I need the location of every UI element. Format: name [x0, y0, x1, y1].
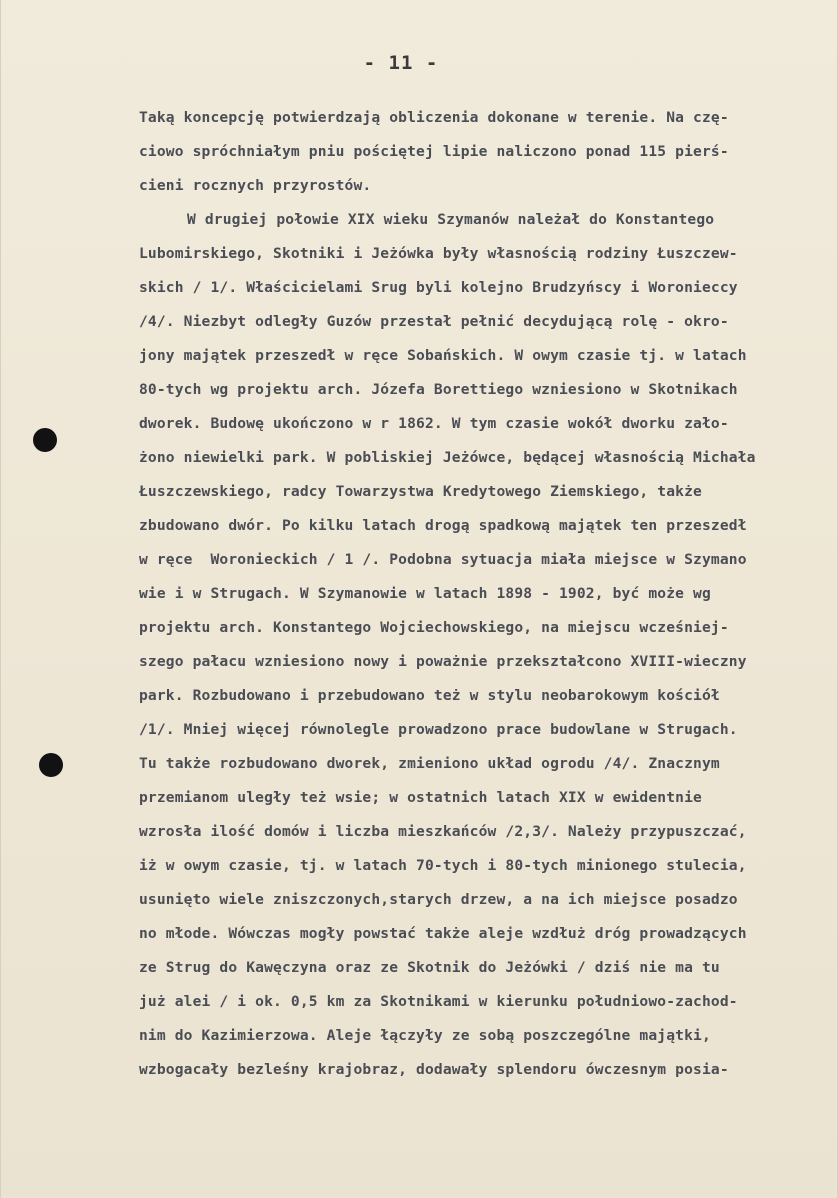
text-line: iż w owym czasie, tj. w latach 70-tych i 80-tych minionego stulecia,	[139, 857, 747, 874]
text-line: wie i w Strugach. W Szymanowie w latach 1898 - 1902, być może wg	[139, 585, 711, 602]
text-line: wzbogacały bezleśny krajobraz, dodawały splendoru ówczesnym posia-	[139, 1061, 729, 1078]
punch-hole-upper	[33, 428, 57, 452]
text-line: wzrosła ilość domów i liczba mieszkańców /2,3/. Należy przypuszczać,	[139, 823, 747, 840]
text-line: ciowo spróchniałym pniu pościętej lipie naliczono ponad 115 pierś-	[139, 143, 729, 160]
text-line: usunięto wiele zniszczonych,starych drzew, a na ich miejsce posadzo	[139, 891, 738, 908]
paragraph-start-line: W drugiej połowie XIX wieku Szymanów należał do Konstantego	[187, 211, 715, 228]
text-line: no młode. Wówczas mogły powstać także aleje wzdłuż dróg prowadzących	[139, 925, 747, 942]
text-line: żono niewielki park. W pobliskiej Jeżówce, będącej własnością Michała	[139, 449, 756, 466]
body-text	[139, 103, 838, 1089]
text-line: /4/. Niezbyt odległy Guzów przestał pełnić decydującą rolę - okro-	[139, 313, 729, 330]
text-line: jony majątek przeszedł w ręce Sobańskich. W owym czasie tj. w latach	[139, 347, 747, 364]
text-line: w ręce Woronieckich / 1 /. Podobna sytuacja miała miejsce w Szymano	[139, 551, 747, 568]
text-line: skich / 1/. Właścicielami Srug byli kolejno Brudzyńscy i Woronieccy	[139, 279, 738, 296]
text-line: 80-tych wg projektu arch. Józefa Borettiego wzniesiono w Skotnikach	[139, 381, 738, 398]
text-line: dworek. Budowę ukończono w r 1862. W tym czasie wokół dworku zało-	[139, 415, 729, 432]
text-line: Tu także rozbudowano dworek, zmieniono układ ogrodu /4/. Znacznym	[139, 755, 720, 772]
text-line: nim do Kazimierzowa. Aleje łączyły ze sobą poszczególne majątki,	[139, 1027, 711, 1044]
text-line: Taką koncepcję potwierdzają obliczenia dokonane w terenie. Na czę-	[139, 109, 729, 126]
text-line: przemianom uległy też wsie; w ostatnich latach XIX w ewidentnie	[139, 789, 702, 806]
text-line: projektu arch. Konstantego Wojciechowskiego, na miejscu wcześniej-	[139, 619, 729, 636]
text-line: Łuszczewskiego, radcy Towarzystwa Kredytowego Ziemskiego, także	[139, 483, 702, 500]
text-line: zbudowano dwór. Po kilku latach drogą spadkową majątek ten przeszedł	[139, 517, 747, 534]
text-line: szego pałacu wzniesiono nowy i poważnie przekształcono XVIII-wieczny	[139, 653, 747, 670]
text-line: /1/. Mniej więcej równolegle prowadzono prace budowlane w Strugach.	[139, 721, 738, 738]
text-line: park. Rozbudowano i przebudowano też w stylu neobarokowym kościół	[139, 687, 720, 704]
punch-hole-lower	[39, 753, 63, 777]
page-number: - 11 -	[363, 52, 439, 74]
text-line: ze Strug do Kawęczyna oraz ze Skotnik do Jeżówki / dziś nie ma tu	[139, 959, 720, 976]
text-line: cieni rocznych przyrostów.	[139, 177, 372, 194]
text-line: już alei / i ok. 0,5 km za Skotnikami w kierunku południowo-zachod-	[139, 993, 738, 1010]
text-line: Lubomirskiego, Skotniki i Jeżówka były własnością rodziny Łuszczew-	[139, 245, 738, 262]
